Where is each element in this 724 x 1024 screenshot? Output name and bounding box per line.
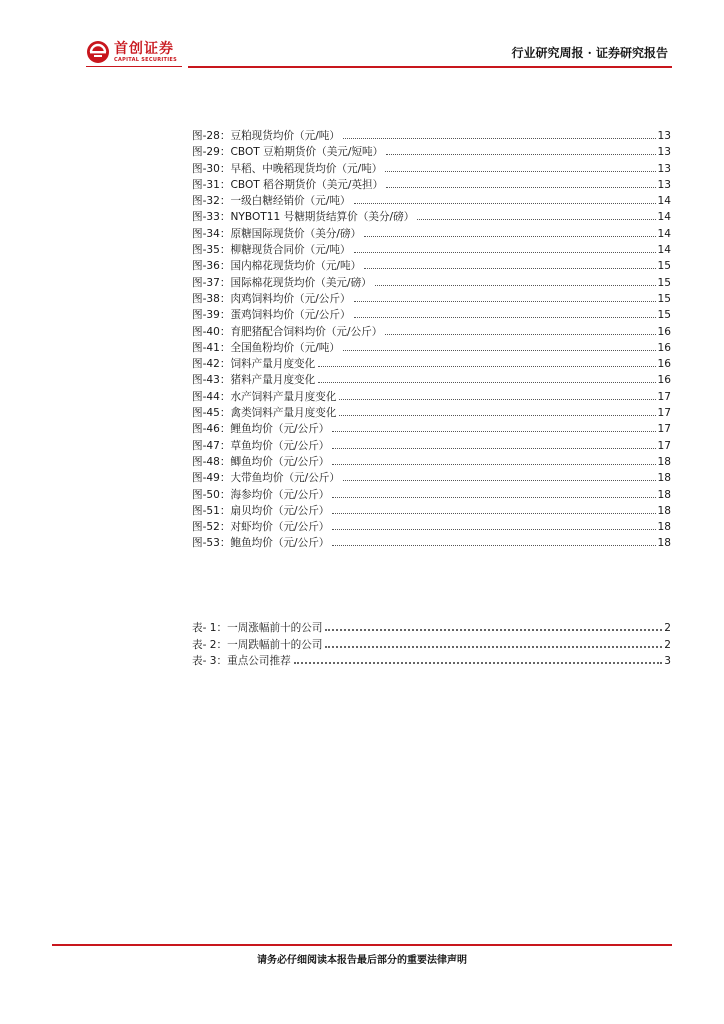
figure-entry-page: 18 [657, 521, 671, 534]
figure-entry-page: 17 [657, 439, 671, 452]
figure-entry[interactable] [192, 535, 671, 551]
figure-entry-label: 图-40：育肥猪配合饲料均价（元/公斤） [192, 325, 383, 338]
brand-logo-icon [86, 40, 110, 64]
dot-leader [343, 349, 656, 351]
dot-leader [343, 137, 656, 139]
figure-entry-page: 16 [657, 374, 671, 387]
brand-name: 首创证券 [114, 41, 174, 57]
figure-entry-label: 图-47：草鱼均价（元/公斤） [192, 439, 330, 452]
figure-entry-page: 15 [657, 292, 671, 305]
table-entry-page: 2 [664, 638, 671, 651]
table-entry-page: 2 [664, 622, 671, 634]
dot-leader [325, 628, 662, 631]
figure-entry[interactable] [192, 275, 671, 291]
dot-leader [294, 661, 663, 664]
dot-leader [354, 316, 656, 318]
table-entry[interactable] [192, 653, 671, 670]
figure-entry-page: 14 [657, 211, 671, 224]
table-entry[interactable] [192, 620, 671, 637]
header-divider-left [86, 66, 182, 67]
table-entry-label: 表- 2：一周跌幅前十的公司 [192, 638, 323, 651]
figure-entry[interactable] [192, 405, 671, 421]
figure-entry[interactable] [192, 144, 671, 160]
figure-entry[interactable] [192, 209, 671, 225]
figure-entry-label: 图-33：NYBOT11 号糖期货结算价（美分/磅） [192, 211, 415, 224]
figure-entry-label: 图-39：蛋鸡饲料均价（元/公斤） [192, 309, 351, 322]
figure-entry[interactable] [192, 421, 671, 437]
figure-entry-page: 16 [657, 341, 671, 354]
report-type-title: 行业研究周报 · 证券研究报告 [511, 46, 668, 60]
figure-entry-label: 图-43：猪料产量月度变化 [192, 374, 316, 387]
figure-entry-label: 图-34：原糖国际现货价（美分/磅） [192, 227, 362, 240]
figure-entry-label: 图-49：大带鱼均价（元/公斤） [192, 472, 340, 485]
figure-entry[interactable] [192, 161, 671, 177]
figure-entry-label: 图-51：扇贝均价（元/公斤） [192, 504, 330, 517]
figure-entry-page: 17 [657, 423, 671, 436]
dot-leader [332, 544, 655, 546]
figure-entry-page: 18 [657, 472, 671, 485]
figure-entry-page: 13 [657, 146, 671, 159]
figure-entry-label: 图-53：鲍鱼均价（元/公斤） [192, 537, 330, 550]
figure-entry-label: 图-37：国际棉花现货均价（美元/磅） [192, 276, 372, 289]
dot-leader [354, 251, 656, 253]
table-entry-label: 表- 1：一周涨幅前十的公司 [192, 622, 323, 634]
figure-entry[interactable] [192, 177, 671, 193]
figure-entry-page: 15 [657, 309, 671, 322]
figure-entry-label: 图-50：海参均价（元/公斤） [192, 488, 330, 501]
dot-leader [332, 463, 655, 465]
table-entry-page: 3 [664, 655, 671, 667]
figure-entry-label: 图-44：水产饲料产量月度变化 [192, 390, 337, 403]
figure-entry[interactable] [192, 487, 671, 503]
figure-entry-page: 13 [657, 130, 671, 142]
brand-logo [86, 40, 177, 64]
dot-leader [318, 381, 655, 383]
brand-subtitle: CAPITAL SECURITIES [114, 57, 178, 63]
figure-entry[interactable] [192, 193, 671, 209]
figure-entry[interactable] [192, 258, 671, 274]
figure-entry[interactable] [192, 356, 671, 372]
figure-entry-label: 图-31：CBOT 稻谷期货价（美元/英担） [192, 178, 384, 191]
dot-leader [343, 479, 656, 481]
table-entry[interactable] [192, 637, 671, 654]
figure-entry-page: 14 [657, 195, 671, 208]
dot-leader [386, 186, 655, 188]
dot-leader [332, 496, 655, 498]
figure-entry-label: 图-35：柳糖现货合同价（元/吨） [192, 244, 351, 257]
figure-entry-label: 图-46：鲤鱼均价（元/公斤） [192, 423, 330, 436]
figure-entry-page: 16 [657, 325, 671, 338]
dot-leader [364, 267, 655, 269]
footer-divider [52, 944, 672, 946]
figure-entry-page: 18 [657, 488, 671, 501]
dot-leader [354, 202, 656, 204]
figure-entry-page: 16 [657, 358, 671, 371]
legal-disclaimer: 请务必仔细阅读本报告最后部分的重要法律声明 [257, 955, 467, 966]
dot-leader [417, 218, 655, 220]
figure-index [192, 128, 671, 552]
figure-entry-label: 图-45：禽类饲料产量月度变化 [192, 407, 337, 420]
dot-leader [332, 512, 655, 514]
figure-entry-page: 18 [657, 504, 671, 517]
figure-entry[interactable] [192, 389, 671, 405]
dot-leader [364, 235, 655, 237]
figure-entry-page: 13 [657, 178, 671, 191]
figure-entry-label: 图-42：饲料产量月度变化 [192, 358, 316, 371]
dot-leader [332, 447, 655, 449]
figure-entry-page: 17 [657, 390, 671, 403]
figure-entry-label: 图-48：鲫鱼均价（元/公斤） [192, 455, 330, 468]
dot-leader [385, 170, 655, 172]
figure-entry-label: 图-41：全国鱼粉均价（元/吨） [192, 341, 340, 354]
dot-leader [375, 284, 656, 286]
dot-leader [339, 414, 655, 416]
figure-entry[interactable] [192, 340, 671, 356]
figure-entry-label: 图-32：一级白糖经销价（元/吨） [192, 195, 351, 208]
figure-entry[interactable] [192, 242, 671, 258]
figure-entry-page: 13 [657, 162, 671, 175]
table-index [192, 620, 671, 670]
figure-entry[interactable] [192, 519, 671, 535]
dot-leader [318, 365, 655, 367]
figure-entry-page: 14 [657, 227, 671, 240]
figure-entry[interactable] [192, 291, 671, 307]
figure-entry-page: 14 [657, 244, 671, 257]
figure-entry-page: 18 [657, 455, 671, 468]
figure-entry[interactable] [192, 324, 671, 340]
figure-entry-label: 图-52：对虾均价（元/公斤） [192, 521, 330, 534]
figure-entry-page: 15 [657, 276, 671, 289]
figure-entry[interactable] [192, 454, 671, 470]
figure-entry-label: 图-30：早稻、中晚稻现货均价（元/吨） [192, 162, 383, 175]
figure-entry[interactable] [192, 226, 671, 242]
figure-entry[interactable] [192, 128, 671, 144]
figure-entry-page: 15 [657, 260, 671, 273]
dot-leader [386, 153, 655, 155]
figure-entry[interactable] [192, 438, 671, 454]
figure-entry[interactable] [192, 372, 671, 388]
figure-entry-label: 图-29：CBOT 豆粕期货价（美元/短吨） [192, 146, 384, 159]
dot-leader [385, 333, 655, 335]
dot-leader [332, 430, 655, 432]
table-entry-label: 表- 3：重点公司推荐 [192, 655, 291, 667]
dot-leader [354, 300, 656, 302]
figure-entry-label: 图-28：豆粕现货均价（元/吨） [192, 130, 340, 142]
figure-entry-label: 图-36：国内棉花现货均价（元/吨） [192, 260, 362, 273]
dot-leader [339, 398, 655, 400]
figure-entry-page: 17 [657, 407, 671, 420]
figure-entry-label: 图-38：肉鸡饲料均价（元/公斤） [192, 292, 351, 305]
dot-leader [332, 528, 655, 530]
figure-entry[interactable] [192, 503, 671, 519]
figure-entry-page: 18 [657, 537, 671, 550]
header-divider [188, 66, 672, 68]
dot-leader [325, 645, 662, 648]
figure-entry[interactable] [192, 470, 671, 486]
figure-entry[interactable] [192, 307, 671, 323]
